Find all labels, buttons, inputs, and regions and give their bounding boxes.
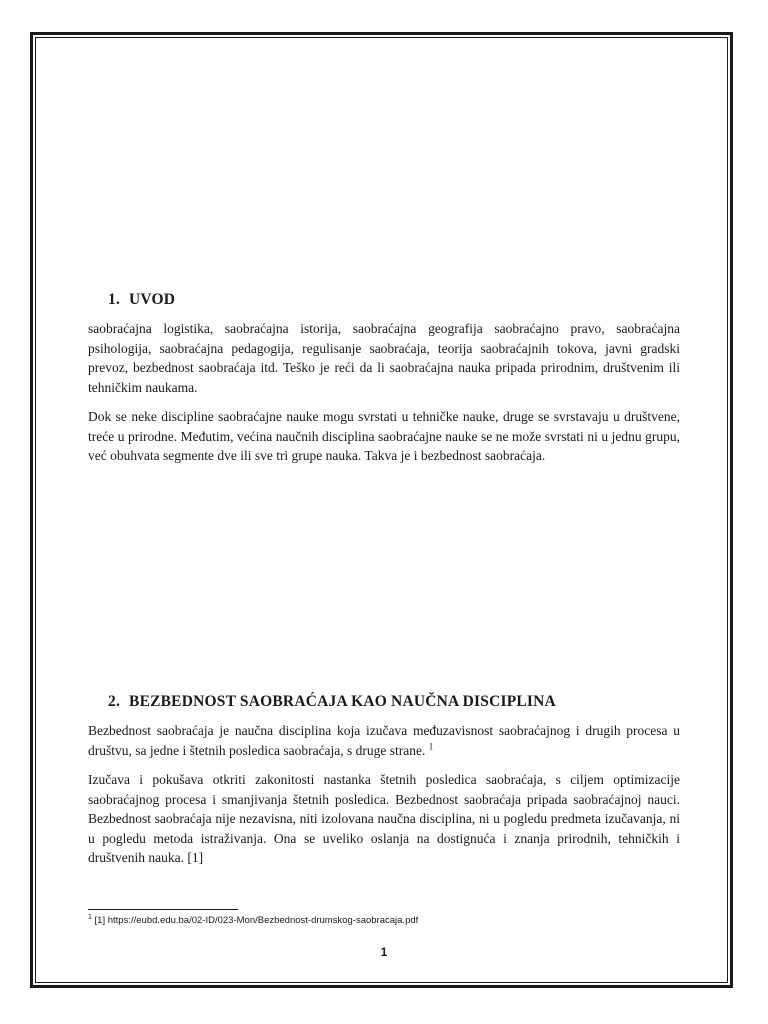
section-1 — [88, 291, 680, 476]
section-2-paragraph-1-text: Bezbednost saobraćaja je naučna disciplina koja izučava međuzavisnost saobraćajnog i drugih procesa u društvu, sa jedne i štetnih posledica saobraćaja, s druge strane. — [88, 723, 680, 758]
footnote-separator — [88, 909, 238, 910]
footnote-reference[interactable]: 1 — [428, 741, 434, 751]
section-1-paragraph-2: Dok se neke discipline saobraćajne nauke mogu svrstati u tehničke nauke, druge se svrstavaju u društvene, treće u prirodne. Međutim, većina naučnih disciplina saobraćajne nauke se ne može svrstati ni u jednu grupu, već obuhvata segmente dve ili sve tri grupe nauka. Takva je i bezbednost saobraćaja. — [88, 409, 680, 463]
section-2-title: BEZBEDNOST SAOBRAĆAJA KAO NAUČNA DISCIPLINA — [129, 693, 556, 710]
section-2-number: 2. — [108, 693, 121, 710]
section-2 — [88, 693, 680, 878]
footnote-text[interactable]: [1] https://eubd.edu.ba/02-ID/023-Mon/Bezbednost-drumskog-saobracaja.pdf — [94, 915, 419, 926]
section-2-heading — [88, 693, 680, 711]
footnote — [88, 915, 418, 926]
section-2-paragraph-1 — [88, 721, 680, 760]
section-2-paragraph-2: Izučava i pokušava otkriti zakonitosti nastanka štetnih posledica saobraćaja, s ciljem optimizacije saobraćajnog procesa i smanjivanja štetnih posledica. Bezbednost saobraćaja pripada saobraćajnoj nauci. Bezbednost saobraćaja nije nezavisna, niti izolovana naučna disciplina, ni u pogledu predmeta izučavanja, ni u pogledu metoda istraživanja. Ona se uveliko oslanja na dostignuća i znanja prirodnih, tehničkih i društvenih nauka. [1] — [88, 772, 680, 865]
section-1-title: UVOD — [129, 291, 176, 308]
section-1-heading — [88, 291, 680, 309]
page-number: 1 — [380, 945, 388, 959]
section-1-number: 1. — [108, 291, 121, 308]
section-1-paragraph-1: saobraćajna logistika, saobraćajna istorija, saobraćajna geografija saobraćajno pravo, saobraćajna psihologija, saobraćajna pedagogija, regulisanje saobraćaja, teorija saobraćajnih tokova, javni gradski prevoz, bezbednost saobraćaja itd. Teško je reći da li saobraćajna nauka pripada prirodnim, društvenim ili tehničkim naukama. — [88, 321, 680, 395]
footnote-marker: 1 — [88, 913, 92, 921]
